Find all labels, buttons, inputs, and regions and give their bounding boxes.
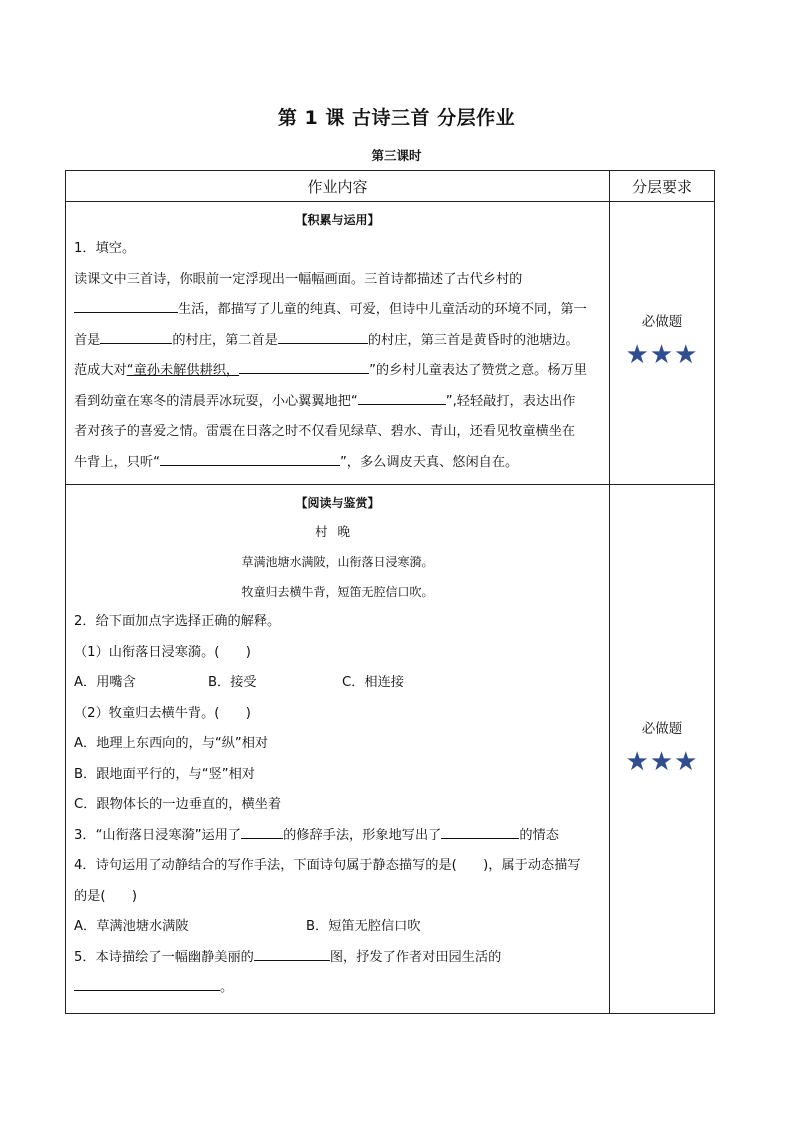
question-1-line: 范成大对“童孙未解供耕织， ”的乡村儿童表达了赞赏之意。杨万里 [74,356,601,387]
option-b[interactable]: B．跟地面平行的，与“竖”相对 [74,766,255,782]
question-2-1: （1）山衔落日浸寒漪。( ) [74,644,251,660]
answer-blank[interactable] [74,296,178,313]
answer-blank[interactable] [278,327,368,344]
answer-blank[interactable] [441,822,519,839]
answer-blank[interactable] [254,944,330,961]
question-1-line: 者对孩子的喜爱之情。雷震在日落之时不仅看见绿草、碧水、青山，还看见牧童横坐在 [74,424,576,439]
answer-blank[interactable] [358,388,446,405]
option-b[interactable]: B．短笛无腔信口吹 [306,919,421,934]
difficulty-stars-icon: ★★★ [625,747,699,777]
homework-table [65,170,715,1014]
question-4-cont: 的是( ) [74,888,138,904]
question-4-options [74,912,601,943]
option-b[interactable]: B．接受 [208,675,257,690]
question-1-title: 1．填空。 [74,241,136,256]
poem-line: 牧童归去横牛背，短笛无腔信口吹。 [241,585,434,599]
question-2: 2．给下面加点字选择正确的解释。 [74,614,281,629]
table-header-row [66,171,715,202]
answer-blank[interactable] [241,822,283,839]
section-heading: 【阅读与鉴赏】 [295,496,380,510]
section-reading-requirement [610,485,715,1014]
section-accumulation-requirement [610,202,715,485]
required-label: 必做题 [641,314,683,330]
poem-title: 村晚 [314,524,360,539]
required-label: 必做题 [641,721,683,737]
question-5-cont: 。 [74,973,601,1004]
question-2-1-options [74,668,601,699]
answer-blank[interactable] [239,357,369,374]
answer-blank[interactable] [160,449,340,466]
answer-blank[interactable] [74,974,220,991]
poem-line: 草满池塘水满陂，山衔落日浸寒漪。 [241,555,434,569]
option-c[interactable]: C．跟物体长的一边垂直的，横坐着 [74,797,282,812]
question-1-line: 看到幼童在寒冬的清晨弄冰玩耍，小心翼翼地把“ ”,轻轻敲打，表达出作 [74,387,601,418]
difficulty-stars-icon: ★★★ [625,340,699,370]
page-title: 第 1 课 古诗三首 分层作业 [277,107,516,129]
option-a[interactable]: A．用嘴含 [74,675,136,690]
question-1-line: 生活，都描写了儿童的纯真、可爱，但诗中儿童活动的环境不同，第一 [74,295,601,326]
question-3: 3．“山衔落日浸寒漪”运用了 的修辞手法，形象地写出了 的情态 [74,821,601,852]
header-content: 作业内容 [66,171,610,202]
section-reading-content [66,485,610,1014]
question-4: 4．诗句运用了动静结合的写作手法，下面诗句属于静态描写的是( )，属于动态描写 [74,858,581,873]
section-reading-row [66,485,715,1014]
section-heading: 【积累与运用】 [295,213,380,227]
question-1-line: 牛背上，只听“ ”，多么调皮天真、悠闲自在。 [74,448,601,479]
page-subtitle: 第三课时 [371,148,422,163]
section-accumulation-row [66,202,715,485]
section-accumulation-content [66,202,610,485]
header-requirement: 分层要求 [610,171,715,202]
question-1-text: 读课文中三首诗，你眼前一定浮现出一幅幅画面。三首诗都描述了古代乡村的 [74,271,523,287]
option-a[interactable]: A．地理上东西向的，与“纵”相对 [74,736,269,751]
option-c[interactable]: C．相连接 [342,675,404,690]
question-2-2: （2）牧童归去横牛背。( ) [74,705,251,721]
option-a[interactable]: A．草满池塘水满陂 [74,919,189,934]
question-1-line: 首是 的村庄，第二首是 的村庄，第三首是黄昏时的池塘边。 [74,326,601,357]
answer-blank[interactable] [100,327,172,344]
question-5: 5．本诗描绘了一幅幽静美丽的 图，抒发了作者对田园生活的 [74,943,601,974]
